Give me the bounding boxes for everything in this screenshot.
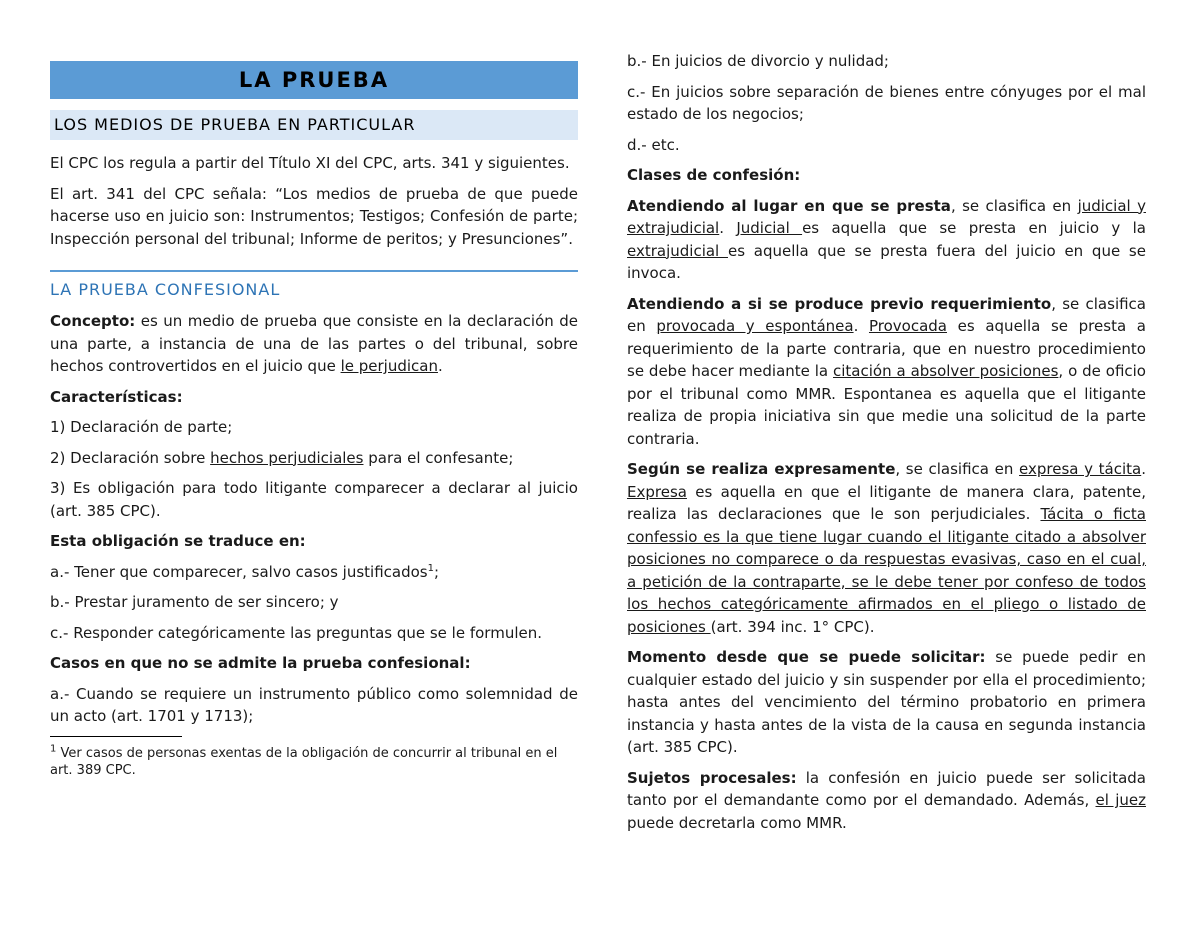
requerimiento-text: , se clasifica en bbox=[627, 294, 1146, 335]
paragraph-sujetos bbox=[627, 767, 1146, 835]
lugar-label: Atendiendo al lugar en que se presta bbox=[627, 196, 951, 215]
list-item: d.- etc. bbox=[627, 135, 680, 154]
requerimiento-underlined: Provocada bbox=[868, 317, 947, 335]
list-item-text: para el confesante; bbox=[363, 448, 514, 467]
expresa-underlined: Expresa bbox=[627, 482, 687, 501]
list-item: b.- En juicios de divorcio y nulidad; bbox=[627, 52, 889, 70]
list-item: b.- Prestar juramento de ser sincero; y bbox=[50, 593, 339, 611]
lugar-text: es aquella que se presta fuera del juicio en que se invoca. bbox=[627, 241, 1146, 282]
section-heading-confesional: LA PRUEBA CONFESIONAL bbox=[50, 270, 578, 302]
paragraph-regulation: El CPC los regula a partir del Título XI del CPC, arts. 341 y siguientes. bbox=[50, 154, 570, 172]
list-item-text: ; bbox=[434, 562, 440, 581]
momento-text: se puede pedir en cualquier estado del juicio y sin suspender por ella el procedimiento; hasta antes del vencimiento del término probatorio en primera instancia y hasta antes de la vista de la causa en segunda instancia (art. 385 CPC). bbox=[627, 648, 1147, 756]
expresa-underlined: expresa y tácita bbox=[1019, 460, 1142, 478]
requerimiento-underlined: citación a absolver posiciones bbox=[833, 362, 1059, 380]
sujetos-label: Sujetos procesales: bbox=[627, 768, 797, 787]
heading-obligacion: Esta obligación se traduce en: bbox=[50, 532, 306, 550]
lugar-underlined: judicial y extrajudicial bbox=[627, 196, 1146, 237]
list-item-text: a.- Tener que comparecer, salvo casos justificados bbox=[50, 562, 428, 581]
footnote-divider bbox=[50, 736, 182, 737]
heading-casos: Casos en que no se admite la prueba confesional: bbox=[50, 654, 471, 672]
expresa-label: Según se realiza expresamente bbox=[627, 460, 896, 478]
paragraph-lugar bbox=[627, 195, 1146, 285]
paragraph-art-341: El art. 341 del CPC señala: “Los medios de prueba de que puede hacerse uso en juicio son: Instrumentos; Testigos; Confesión de parte; Inspección personal del tribunal; Informe de peritos; y Presunciones”. bbox=[50, 184, 578, 248]
expresa-text: , se clasifica en bbox=[895, 460, 1020, 478]
heading-clases: Clases de confesión: bbox=[627, 166, 801, 184]
requerimiento-underlined: provocada y espontánea bbox=[656, 317, 854, 335]
sujetos-underlined: el juez bbox=[1095, 791, 1146, 809]
section-subtitle: LOS MEDIOS DE PRUEBA EN PARTICULAR bbox=[50, 110, 578, 140]
right-column bbox=[627, 50, 1146, 842]
requerimiento-text: es aquella se presta a requerimiento de la parte contraria, que en nuestro procedimiento se debe hacer mediante la bbox=[627, 317, 1146, 380]
requerimiento-text: , o de oficio por el tribunal como MMR. Espontanea es aquella que el litigante realiza de propia iniciativa sin que medie una solicitud de la parte contraria. bbox=[627, 362, 1146, 448]
expresa-text: (art. 394 inc. 1° CPC). bbox=[710, 617, 875, 636]
lugar-text: , se clasifica en bbox=[950, 196, 1078, 215]
concepto-end: . bbox=[437, 357, 443, 375]
footnote bbox=[50, 745, 578, 779]
paragraph-requerimiento bbox=[627, 293, 1146, 451]
list-item bbox=[50, 447, 578, 470]
expresa-underlined: Tácita o ficta confessio es la que tiene lugar cuando el litigante citado a absolver posiciones no comparece o da respuestas evasivas, caso en el cual, a petición de la contraparte, se le debe tener por confeso de todos los hechos categóricamente afirmados en el pliego o listado de posiciones bbox=[627, 505, 1146, 636]
paragraph-expresa bbox=[627, 458, 1146, 638]
footnote-number: 1 bbox=[50, 743, 57, 755]
requerimiento-label: Atendiendo a si se produce previo requerimiento bbox=[627, 294, 1052, 313]
expresa-text: . bbox=[1141, 460, 1146, 478]
lugar-underlined: extrajudicial bbox=[627, 241, 728, 260]
footnote-ref[interactable]: 1 bbox=[427, 562, 434, 574]
momento-label: Momento desde que se puede solicitar: bbox=[627, 648, 986, 666]
list-item: a.- Cuando se requiere un instrumento público como solemnidad de un acto (art. 1701 y 1713); bbox=[50, 684, 578, 725]
list-item: c.- Responder categóricamente las preguntas que se le formulen. bbox=[50, 623, 542, 642]
lugar-text: es aquella que se presta en juicio y la bbox=[802, 219, 1146, 237]
concepto-underlined: le perjudican bbox=[340, 357, 438, 375]
left-column bbox=[50, 50, 578, 779]
concepto-label: Concepto: bbox=[50, 312, 136, 330]
expresa-text: es aquella en que el litigante de manera clara, patente, realiza las declaraciones que le son perjudiciales. bbox=[627, 482, 1146, 523]
lugar-underlined: Judicial bbox=[736, 219, 803, 237]
list-item-text: 2) Declaración sobre bbox=[50, 448, 211, 467]
list-item bbox=[50, 561, 578, 584]
list-item: 1) Declaración de parte; bbox=[50, 418, 233, 436]
list-item: 3) Es obligación para todo litigante comparecer a declarar al juicio (art. 385 CPC). bbox=[50, 479, 578, 520]
paragraph-concepto bbox=[50, 310, 578, 378]
footnote-text: Ver casos de personas exentas de la obligación de concurrir al tribunal en el art. 389 CPC. bbox=[50, 745, 558, 778]
sujetos-text: la confesión en juicio puede ser solicitada tanto por el demandante como por el demandado. Además, bbox=[627, 768, 1146, 809]
sujetos-text: puede decretarla como MMR. bbox=[627, 813, 847, 832]
lugar-text: . bbox=[719, 219, 737, 237]
requerimiento-text: . bbox=[853, 317, 869, 335]
paragraph-momento bbox=[627, 646, 1146, 759]
page-title: LA PRUEBA bbox=[50, 61, 578, 99]
list-item-underlined: hechos perjudiciales bbox=[210, 448, 364, 467]
heading-caracteristicas: Características: bbox=[50, 387, 183, 406]
list-item: c.- En juicios sobre separación de bienes entre cónyuges por el mal estado de los negocios; bbox=[627, 82, 1146, 123]
concepto-text: es un medio de prueba que consiste en la declaración de una parte, a instancia de una de las partes o del tribunal, sobre hechos controvertidos en el juicio que bbox=[50, 312, 578, 375]
